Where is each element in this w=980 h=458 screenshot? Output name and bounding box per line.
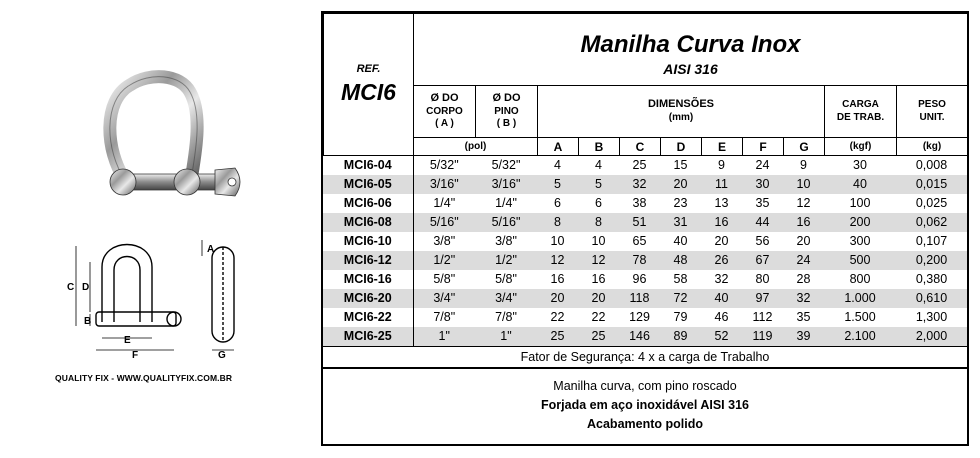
cell-f: 119 bbox=[742, 327, 783, 346]
cell-g: 35 bbox=[783, 308, 824, 327]
table-row bbox=[323, 289, 967, 308]
cell-g: 39 bbox=[783, 327, 824, 346]
cell-pino: 7/8" bbox=[475, 308, 537, 327]
cell-e: 52 bbox=[701, 327, 742, 346]
cell-b: 12 bbox=[578, 251, 619, 270]
cell-pino: 3/8" bbox=[475, 232, 537, 251]
cell-pino: 5/32" bbox=[475, 156, 537, 175]
cell-corpo: 7/8" bbox=[413, 308, 475, 327]
cell-ref: MCI6-08 bbox=[323, 213, 413, 232]
cell-g: 9 bbox=[783, 156, 824, 175]
cell-c: 51 bbox=[619, 213, 660, 232]
cell-carga: 100 bbox=[824, 194, 896, 213]
cell-f: 35 bbox=[742, 194, 783, 213]
cell-c: 25 bbox=[619, 156, 660, 175]
cell-corpo: 3/16" bbox=[413, 175, 475, 194]
cell-b: 16 bbox=[578, 270, 619, 289]
cell-b: 6 bbox=[578, 194, 619, 213]
cell-ref: MCI6-16 bbox=[323, 270, 413, 289]
cell-a: 16 bbox=[537, 270, 578, 289]
cell-b: 20 bbox=[578, 289, 619, 308]
cell-carga: 500 bbox=[824, 251, 896, 270]
cell-e: 32 bbox=[701, 270, 742, 289]
cell-b: 5 bbox=[578, 175, 619, 194]
cell-ref: MCI6-06 bbox=[323, 194, 413, 213]
cell-carga: 40 bbox=[824, 175, 896, 194]
cell-pino: 3/16" bbox=[475, 175, 537, 194]
ref-label: REF. bbox=[356, 63, 381, 75]
cell-pino: 1/2" bbox=[475, 251, 537, 270]
cell-g: 24 bbox=[783, 251, 824, 270]
cell-g: 16 bbox=[783, 213, 824, 232]
unit-pol: (pol) bbox=[414, 138, 538, 156]
cell-e: 20 bbox=[701, 232, 742, 251]
col-dimensoes: DIMENSÕES (mm) bbox=[538, 86, 825, 138]
cell-f: 67 bbox=[742, 251, 783, 270]
product-description bbox=[323, 369, 967, 434]
table-row bbox=[323, 175, 967, 194]
drawing-label-b: B bbox=[84, 316, 92, 327]
letter-e: E bbox=[702, 138, 743, 156]
table-row bbox=[323, 232, 967, 251]
cell-pino: 1" bbox=[475, 327, 537, 346]
cell-carga: 800 bbox=[824, 270, 896, 289]
cell-e: 11 bbox=[701, 175, 742, 194]
letter-c: C bbox=[620, 138, 661, 156]
cell-e: 13 bbox=[701, 194, 742, 213]
cell-f: 24 bbox=[742, 156, 783, 175]
cell-e: 40 bbox=[701, 289, 742, 308]
product-panel bbox=[0, 0, 320, 458]
cell-g: 32 bbox=[783, 289, 824, 308]
cell-d: 89 bbox=[660, 327, 701, 346]
cell-a: 6 bbox=[537, 194, 578, 213]
cell-ref: MCI6-25 bbox=[323, 327, 413, 346]
cell-d: 40 bbox=[660, 232, 701, 251]
ref-code: MCI6 bbox=[341, 79, 396, 105]
cell-peso: 2,000 bbox=[896, 327, 967, 346]
cell-pino: 5/8" bbox=[475, 270, 537, 289]
cell-corpo: 5/8" bbox=[413, 270, 475, 289]
cell-d: 79 bbox=[660, 308, 701, 327]
cell-c: 118 bbox=[619, 289, 660, 308]
cell-corpo: 5/32" bbox=[413, 156, 475, 175]
cell-carga: 1.500 bbox=[824, 308, 896, 327]
spec-table bbox=[321, 11, 969, 446]
table-row bbox=[323, 194, 967, 213]
cell-peso: 0,015 bbox=[896, 175, 967, 194]
cell-ref: MCI6-20 bbox=[323, 289, 413, 308]
cell-d: 20 bbox=[660, 175, 701, 194]
description-line-3: Acabamento polido bbox=[587, 417, 703, 431]
cell-corpo: 3/4" bbox=[413, 289, 475, 308]
drawing-label-d: D bbox=[82, 282, 90, 293]
letter-b: B bbox=[579, 138, 620, 156]
cell-f: 30 bbox=[742, 175, 783, 194]
drawing-label-a: A bbox=[207, 244, 215, 255]
col-peso: PESO UNIT. bbox=[897, 86, 968, 138]
cell-e: 9 bbox=[701, 156, 742, 175]
letter-d: D bbox=[661, 138, 702, 156]
col-carga: CARGA DE TRAB. bbox=[825, 86, 897, 138]
cell-c: 32 bbox=[619, 175, 660, 194]
cell-a: 12 bbox=[537, 251, 578, 270]
description-line-2: Forjada em aço inoxidável AISI 316 bbox=[541, 398, 749, 412]
drawing-label-g: G bbox=[218, 350, 226, 360]
cell-f: 112 bbox=[742, 308, 783, 327]
cell-d: 48 bbox=[660, 251, 701, 270]
shackle-photo bbox=[95, 70, 255, 220]
letter-a: A bbox=[538, 138, 579, 156]
cell-d: 72 bbox=[660, 289, 701, 308]
shackle-technical-drawing bbox=[62, 232, 272, 360]
cell-a: 8 bbox=[537, 213, 578, 232]
cell-ref: MCI6-05 bbox=[323, 175, 413, 194]
cell-f: 56 bbox=[742, 232, 783, 251]
cell-g: 20 bbox=[783, 232, 824, 251]
cell-e: 26 bbox=[701, 251, 742, 270]
cell-g: 10 bbox=[783, 175, 824, 194]
table-row bbox=[323, 213, 967, 232]
cell-peso: 0,200 bbox=[896, 251, 967, 270]
cell-peso: 0,008 bbox=[896, 156, 967, 175]
cell-b: 22 bbox=[578, 308, 619, 327]
cell-carga: 200 bbox=[824, 213, 896, 232]
cell-a: 22 bbox=[537, 308, 578, 327]
page-subtitle: AISI 316 bbox=[663, 61, 718, 77]
cell-a: 25 bbox=[537, 327, 578, 346]
title-cell bbox=[414, 14, 968, 86]
ref-cell bbox=[324, 14, 414, 156]
cell-peso: 0,062 bbox=[896, 213, 967, 232]
table-row bbox=[323, 327, 967, 346]
drawing-label-e: E bbox=[124, 335, 131, 346]
unit-kg: (kg) bbox=[897, 138, 968, 156]
letter-f: F bbox=[743, 138, 784, 156]
cell-c: 78 bbox=[619, 251, 660, 270]
cell-corpo: 3/8" bbox=[413, 232, 475, 251]
cell-ref: MCI6-12 bbox=[323, 251, 413, 270]
page-title: Manilha Curva Inox bbox=[580, 31, 801, 58]
cell-corpo: 1/2" bbox=[413, 251, 475, 270]
cell-ref: MCI6-10 bbox=[323, 232, 413, 251]
description-line-1: Manilha curva, com pino roscado bbox=[553, 379, 737, 393]
cell-f: 80 bbox=[742, 270, 783, 289]
cell-carga: 30 bbox=[824, 156, 896, 175]
cell-c: 38 bbox=[619, 194, 660, 213]
cell-c: 65 bbox=[619, 232, 660, 251]
cell-a: 5 bbox=[537, 175, 578, 194]
cell-g: 12 bbox=[783, 194, 824, 213]
cell-peso: 0,380 bbox=[896, 270, 967, 289]
table-row bbox=[323, 251, 967, 270]
cell-d: 58 bbox=[660, 270, 701, 289]
cell-d: 23 bbox=[660, 194, 701, 213]
cell-peso: 1,300 bbox=[896, 308, 967, 327]
spec-table-body bbox=[323, 156, 967, 346]
cell-c: 129 bbox=[619, 308, 660, 327]
table-row bbox=[323, 270, 967, 289]
cell-d: 31 bbox=[660, 213, 701, 232]
drawing-label-f: F bbox=[132, 350, 139, 360]
safety-factor: Fator de Segurança: 4 x a carga de Trabalho bbox=[323, 346, 967, 369]
cell-e: 46 bbox=[701, 308, 742, 327]
cell-g: 28 bbox=[783, 270, 824, 289]
cell-corpo: 5/16" bbox=[413, 213, 475, 232]
cell-pino: 5/16" bbox=[475, 213, 537, 232]
cell-a: 4 bbox=[537, 156, 578, 175]
cell-c: 96 bbox=[619, 270, 660, 289]
cell-corpo: 1/4" bbox=[413, 194, 475, 213]
cell-b: 8 bbox=[578, 213, 619, 232]
cell-b: 10 bbox=[578, 232, 619, 251]
table-row bbox=[323, 156, 967, 175]
cell-c: 146 bbox=[619, 327, 660, 346]
table-row bbox=[323, 308, 967, 327]
cell-ref: MCI6-04 bbox=[323, 156, 413, 175]
cell-d: 15 bbox=[660, 156, 701, 175]
cell-carga: 2.100 bbox=[824, 327, 896, 346]
cell-b: 25 bbox=[578, 327, 619, 346]
unit-kgf: (kgf) bbox=[825, 138, 897, 156]
cell-f: 44 bbox=[742, 213, 783, 232]
cell-peso: 0,610 bbox=[896, 289, 967, 308]
cell-f: 97 bbox=[742, 289, 783, 308]
cell-peso: 0,025 bbox=[896, 194, 967, 213]
cell-a: 10 bbox=[537, 232, 578, 251]
cell-pino: 3/4" bbox=[475, 289, 537, 308]
cell-ref: MCI6-22 bbox=[323, 308, 413, 327]
spec-table-header bbox=[323, 13, 968, 156]
drawing-label-c: C bbox=[67, 282, 75, 293]
letter-g: G bbox=[784, 138, 825, 156]
col-pino: Ø DO PINO ( B ) bbox=[476, 86, 538, 138]
cell-b: 4 bbox=[578, 156, 619, 175]
cell-e: 16 bbox=[701, 213, 742, 232]
cell-carga: 300 bbox=[824, 232, 896, 251]
cell-carga: 1.000 bbox=[824, 289, 896, 308]
col-corpo: Ø DO CORPO ( A ) bbox=[414, 86, 476, 138]
cell-pino: 1/4" bbox=[475, 194, 537, 213]
cell-a: 20 bbox=[537, 289, 578, 308]
brand-footer: QUALITY FIX - WWW.QUALITYFIX.COM.BR bbox=[55, 373, 233, 383]
cell-corpo: 1" bbox=[413, 327, 475, 346]
cell-peso: 0,107 bbox=[896, 232, 967, 251]
